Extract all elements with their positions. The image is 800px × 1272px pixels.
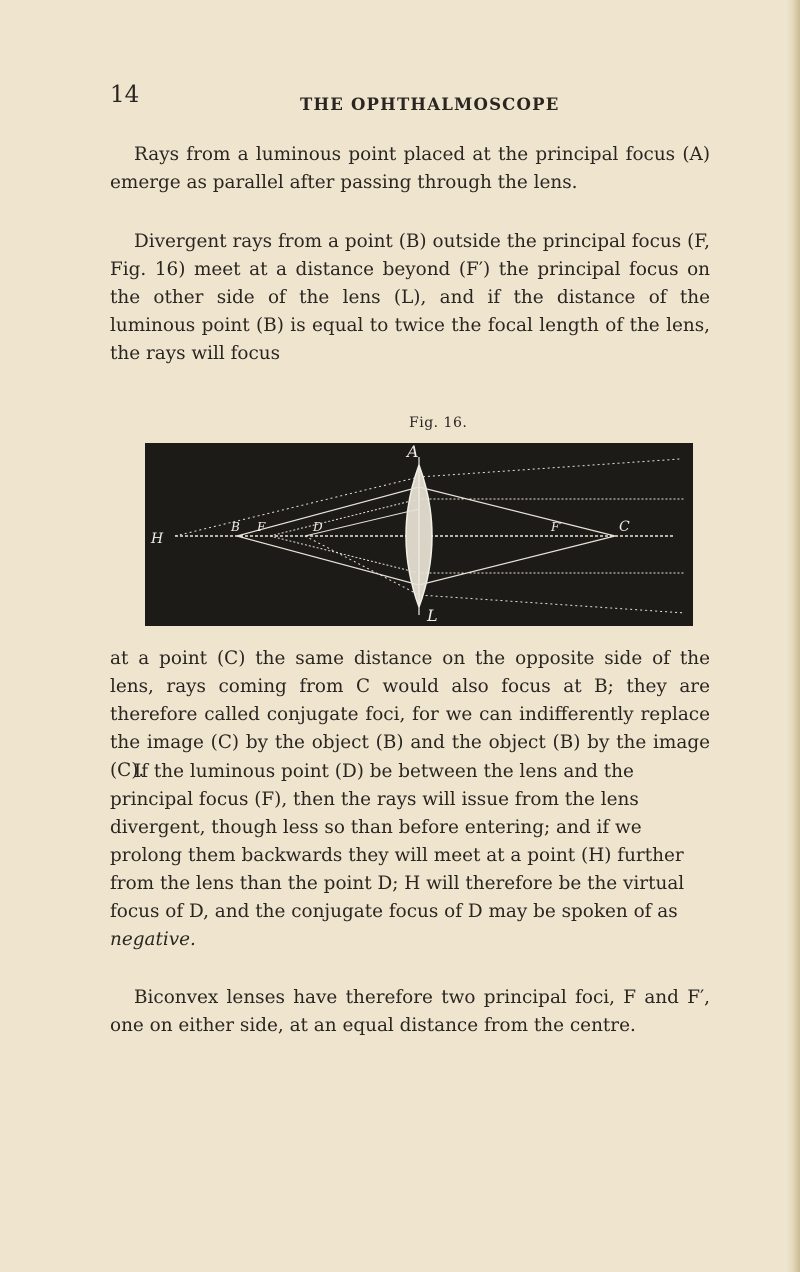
label-l: L xyxy=(427,606,438,625)
label-b: B xyxy=(231,520,240,534)
paragraph-parallel-rays: Rays from a luminous point placed at the principal focus (A) emerge as parallel after passing through the lens. xyxy=(110,144,710,193)
paragraph-divergent-rays: Divergent rays from a point (B) outside the principal focus (F, Fig. 16) meet at a distance beyond (F′) the principal focus on the other side of the lens (L), and if the distance of the luminous point (B) is equal to twice the focal length of the lens, the rays will focus xyxy=(110,231,710,364)
paragraph-conjugate-foci: at a point (C) the same distance on the opposite side of the lens, rays coming from C would also focus at B; they are therefore called conjugate foci, for we can indifferently replace the image (C) by the object (B) and the object (B) by the image (C). xyxy=(110,648,710,781)
label-h: H xyxy=(151,531,164,547)
label-a: A xyxy=(407,443,419,461)
label-f: F xyxy=(257,520,266,534)
paragraph-virtual-focus xyxy=(110,758,714,954)
paragraph-biconvex-foci: Biconvex lenses have therefore two principal foci, F and F′, one on either side, at an equal distance from the centre. xyxy=(110,987,710,1036)
page-edge xyxy=(786,0,800,1272)
negative-term: negative. xyxy=(110,929,196,950)
page-number: 14 xyxy=(110,82,140,108)
figure-caption: Fig. 16. xyxy=(409,415,468,431)
label-c: C xyxy=(619,519,630,535)
lens-diagram xyxy=(145,443,693,626)
label-f-prime: F′ xyxy=(551,520,563,534)
label-d: D xyxy=(313,520,323,534)
virtual-focus-text: If the luminous point (D) be between the lens and the principal focus (F), then the rays will issue from the lens divergent, though less so than before entering; and if we prolong them backwards they will meet at a point (H) further from the lens than the point D; H will therefore be the virtual focus of D, and the conjugate focus of D may be spoken of as xyxy=(110,761,685,922)
running-head: THE OPHTHALMOSCOPE xyxy=(300,95,560,114)
